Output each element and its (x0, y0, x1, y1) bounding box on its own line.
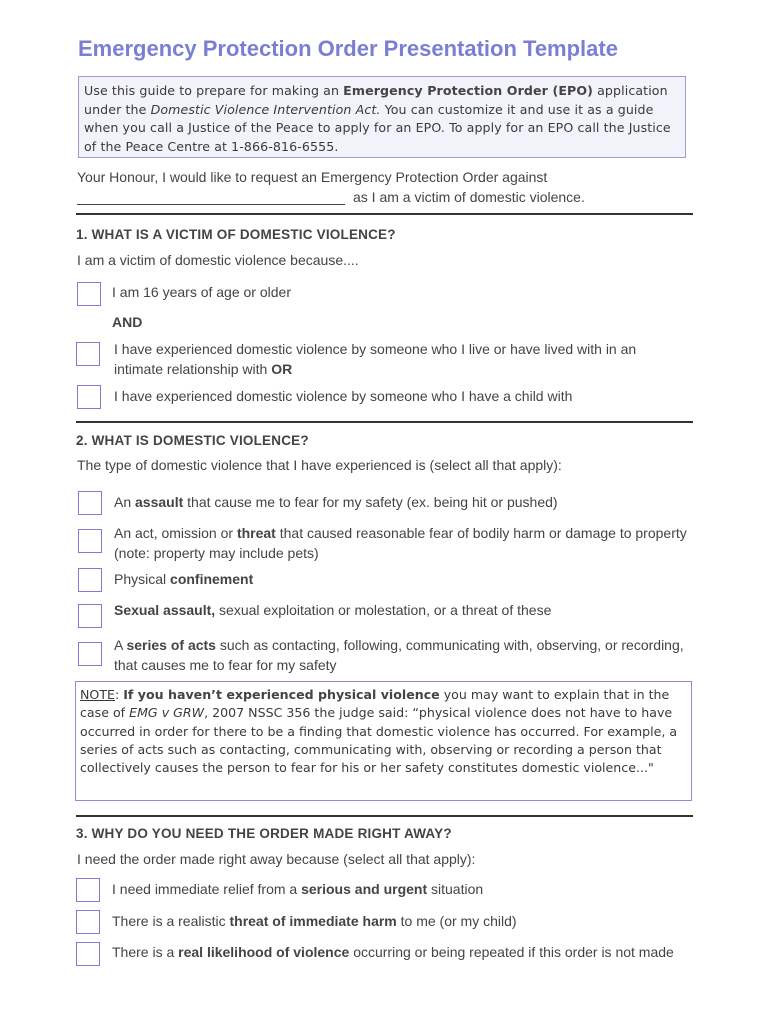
checkbox-assault[interactable] (78, 491, 102, 515)
intro-box (78, 76, 686, 158)
section-divider (76, 213, 693, 215)
checkbox-threat[interactable] (78, 529, 102, 553)
checkbox-serious-urgent[interactable] (76, 878, 100, 902)
option-immediate-harm (112, 911, 687, 931)
intro-text: Use this guide to prepare for making an (84, 83, 344, 98)
option-text: that cause me to fear for my safety (ex. being hit or pushed) (183, 494, 558, 510)
section-divider (76, 421, 693, 423)
note-box (75, 681, 692, 801)
option-text: A (114, 637, 127, 653)
option-text: that caused reasonable fear of bodily harm or damage to property (note: property may include pets) (114, 525, 687, 561)
option-text: Physical (114, 571, 171, 587)
option-serious-urgent (112, 879, 687, 899)
checkbox-child-with[interactable] (77, 385, 101, 409)
option-threat (114, 523, 694, 563)
option-text: There is a realistic (112, 913, 230, 929)
intro-act-name: Domestic Violence Intervention Act. (150, 101, 381, 117)
option-bold: serious and urgent (301, 881, 428, 897)
checkbox-sexual-assault[interactable] (78, 604, 102, 628)
and-label: AND (112, 314, 143, 330)
note-label: NOTE (80, 687, 115, 702)
option-text: to me (or my child) (396, 913, 517, 929)
checkbox-likelihood-violence[interactable] (76, 942, 100, 966)
option-text: I need immediate relief from a (112, 881, 302, 897)
note-text-2: , 2007 NSSC 356 the judge said: “physical violence does not have to have occurred in order for there to be a finding that domestic violence has occurred. For example, a series of acts such as contacting, communicating with, observing or recording a person that collectively causes the person to fear for his or her safety constitutes domestic violence..." (80, 705, 678, 776)
section-1-prompt: I am a victim of domestic violence because.... (77, 252, 359, 268)
option-text: An act, omission or (114, 525, 237, 541)
option-text: occurring or being repeated if this order is not made (349, 944, 674, 960)
note-colon: : (114, 687, 124, 702)
section-1-heading: 1. WHAT IS A VICTIM OF DOMESTIC VIOLENCE? (76, 227, 396, 242)
section-3-prompt: I need the order made right away because (select all that apply): (77, 851, 476, 867)
section-2-heading: 2. WHAT IS DOMESTIC VIOLENCE? (76, 433, 309, 448)
option-bold: assault (135, 494, 184, 510)
checkbox-series-of-acts[interactable] (78, 642, 102, 666)
option-bold: Sexual assault, (114, 602, 216, 618)
request-line-2 (77, 189, 585, 205)
intro-text-2: application under the (84, 83, 668, 117)
option-bold: threat (236, 525, 276, 541)
option-confinement (114, 569, 689, 589)
option-age-16: I am 16 years of age or older (112, 284, 291, 300)
or-label: OR (271, 361, 293, 377)
option-child-with: I have experienced domestic violence by someone who I have a child with (114, 388, 573, 404)
option-text: situation (427, 881, 484, 897)
option-text: sexual exploitation or molestation, or a threat of these (215, 602, 552, 618)
option-bold: threat of immediate harm (229, 913, 397, 929)
option-series-of-acts (114, 635, 694, 675)
note-text: you may want to explain that in the case of (80, 687, 670, 721)
option-bold: confinement (170, 571, 254, 587)
note-case-name: EMG v GRW (129, 705, 205, 721)
note-bold: If you haven’t experienced physical violence (123, 687, 440, 702)
checkbox-intimate-relationship[interactable] (76, 342, 100, 366)
option-text: such as contacting, following, communicating with, observing, or recording, that causes me to fear for my safety (114, 637, 684, 673)
section-divider (76, 815, 693, 817)
page-title: Emergency Protection Order Presentation Template (78, 36, 618, 61)
checkbox-age-16[interactable] (77, 282, 101, 306)
request-line-1: Your Honour, I would like to request an Emergency Protection Order against (77, 169, 548, 185)
option-likelihood-violence (112, 942, 697, 962)
checkbox-immediate-harm[interactable] (76, 910, 100, 934)
option-sexual-assault (114, 600, 689, 620)
option-bold: real likelihood of violence (178, 944, 350, 960)
respondent-name-blank[interactable] (77, 190, 345, 205)
option-assault (114, 492, 689, 512)
section-3-heading: 3. WHY DO YOU NEED THE ORDER MADE RIGHT AWAY? (76, 826, 452, 841)
option-intimate-relationship (114, 339, 689, 379)
option-text: An (114, 494, 136, 510)
option-bold: series of acts (126, 637, 216, 653)
option-text: There is a (112, 944, 179, 960)
checkbox-confinement[interactable] (78, 568, 102, 592)
option-intimate-text: I have experienced domestic violence by someone who I live or have lived with in an intimate relationship with (114, 341, 637, 377)
request-line-2-text: as I am a victim of domestic violence. (353, 189, 585, 205)
section-2-prompt: The type of domestic violence that I have experienced is (select all that apply): (77, 457, 562, 473)
intro-text-3: You can customize it and use it as a guide when you call a Justice of the Peace to apply for an EPO. To apply for an EPO call the Justice of the Peace Centre at 1-866-816-6555. (84, 101, 671, 154)
intro-epo-bold: Emergency Protection Order (EPO) (343, 83, 594, 98)
